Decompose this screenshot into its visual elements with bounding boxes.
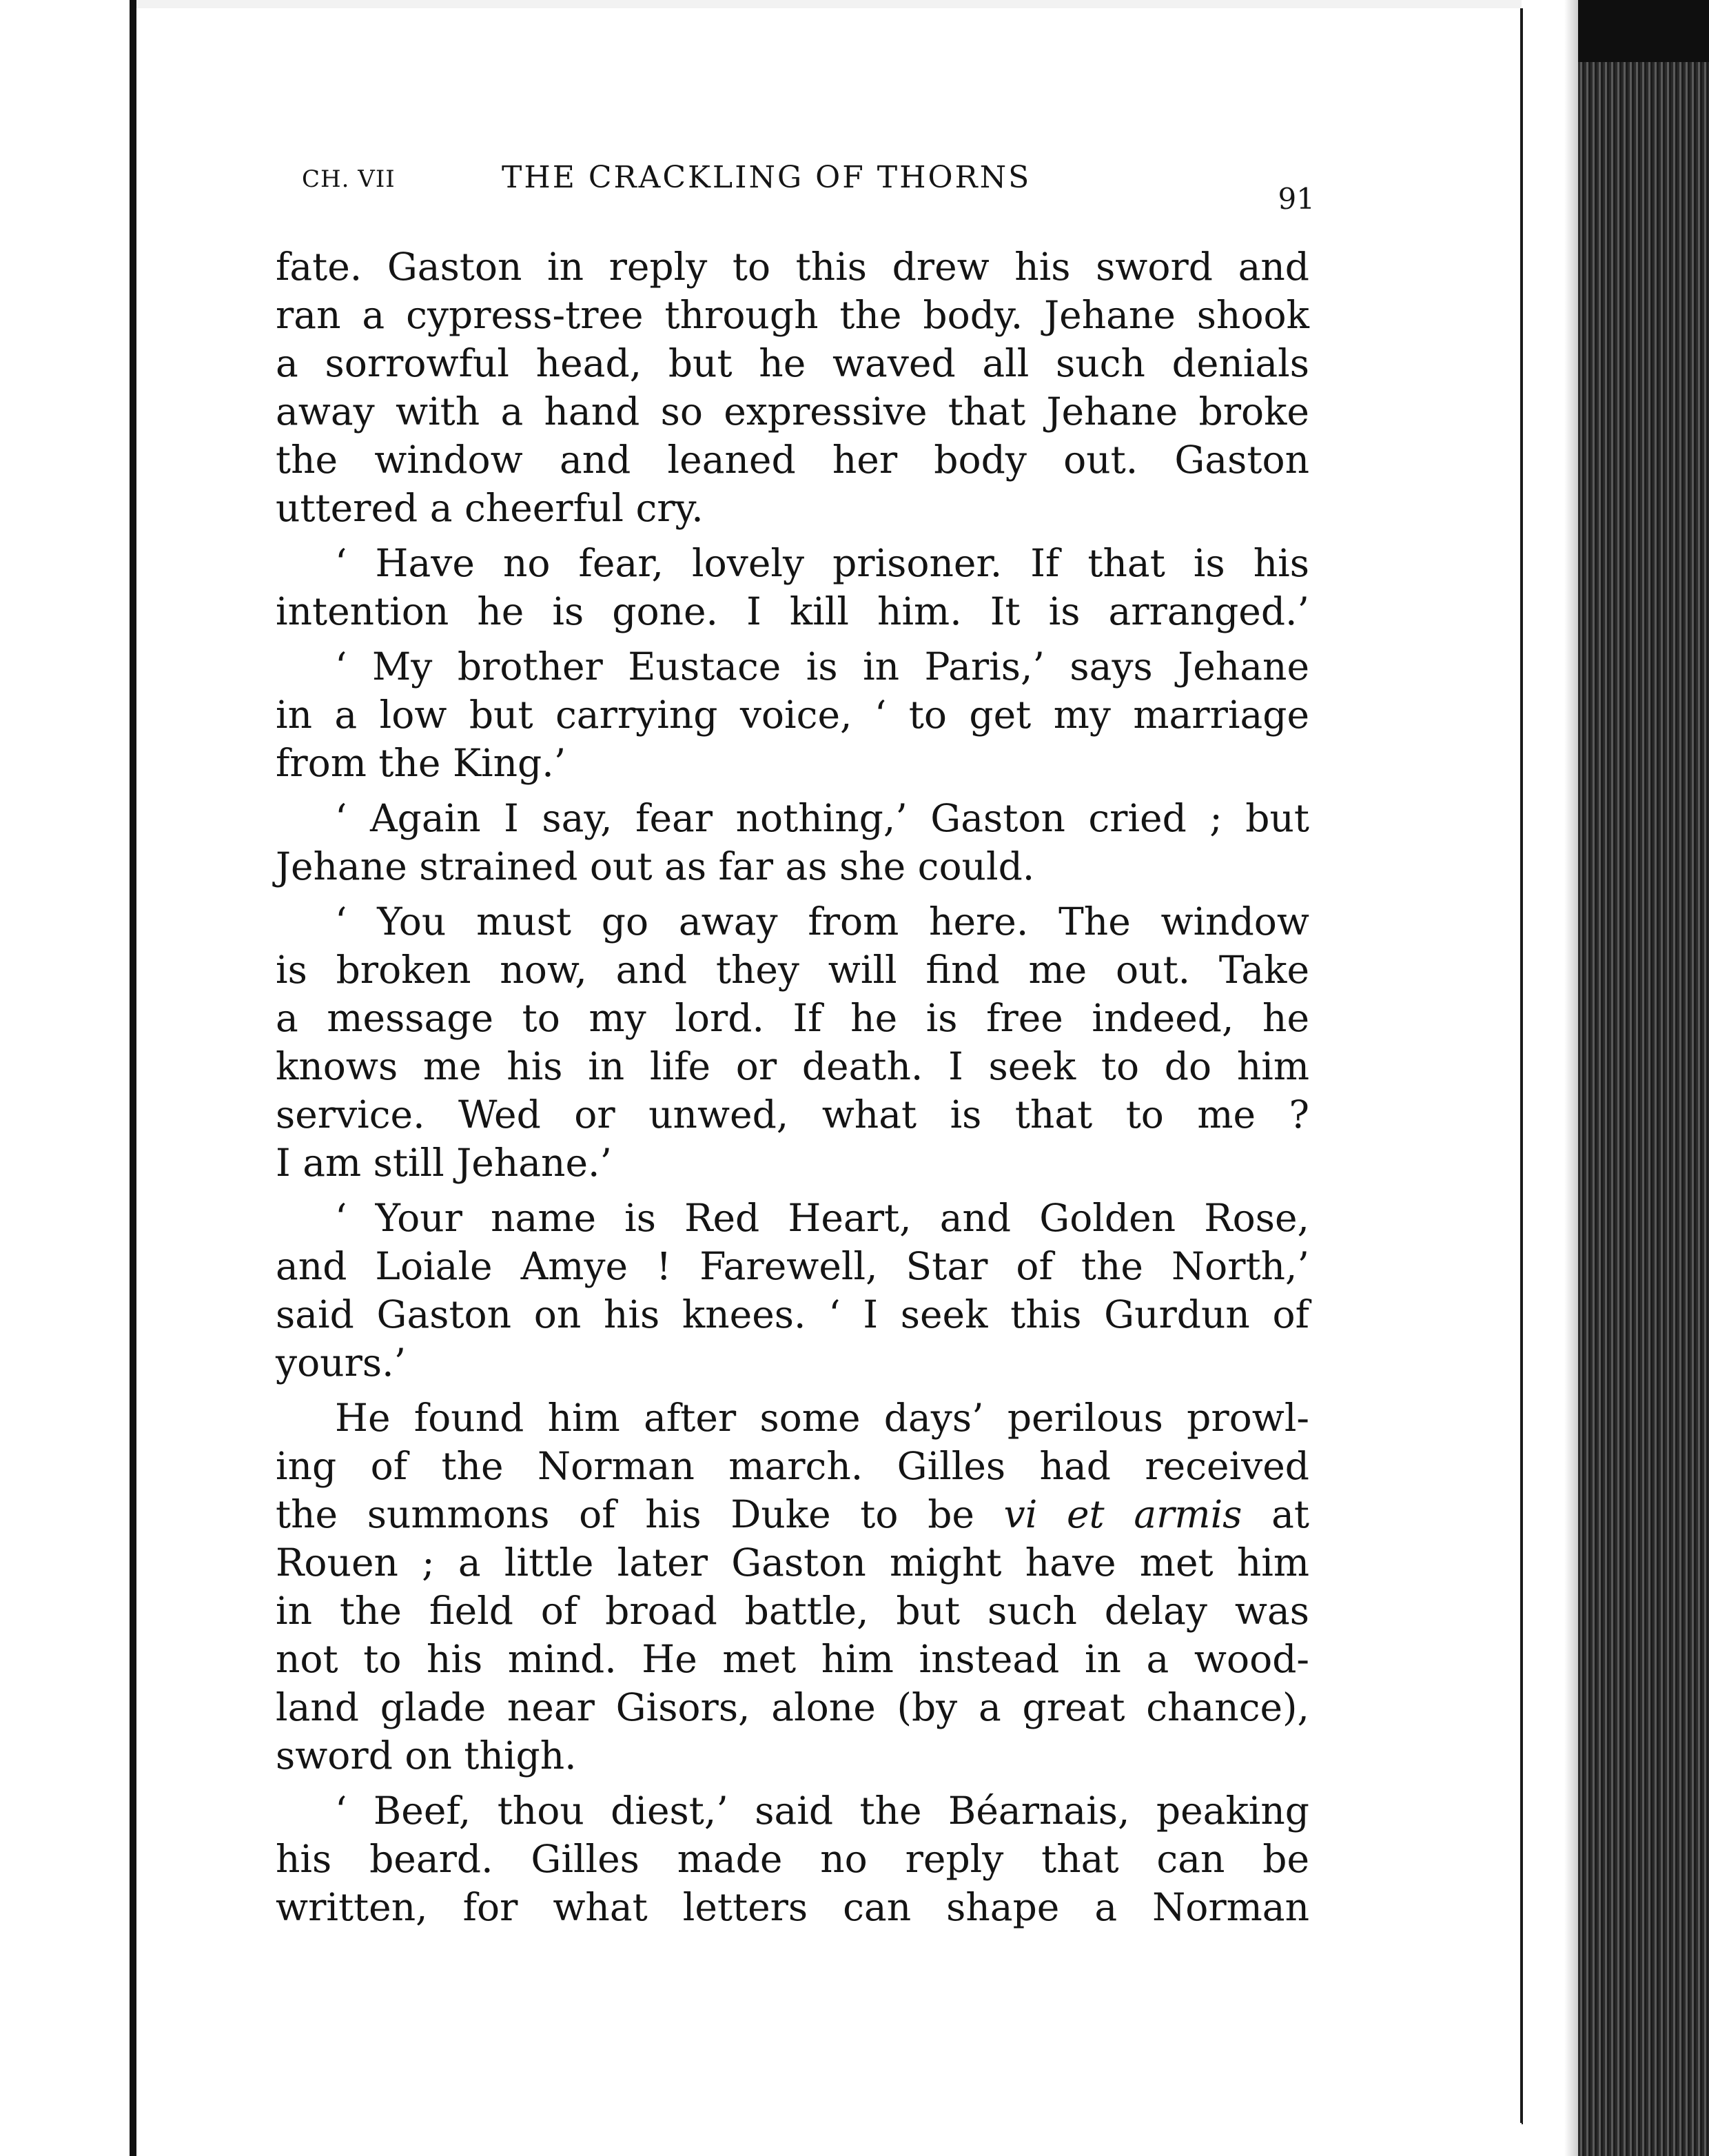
binding-edge <box>130 0 136 2156</box>
text-line: not to his mind. He met him instead in a wood- <box>276 1637 1309 1681</box>
text-line: Rouen ; a little later Gaston might have met him <box>276 1540 1309 1585</box>
page-top-edge <box>136 0 1522 8</box>
text-line: the window and leaned her body out. Gaston <box>276 438 1309 482</box>
text-line: and Loiale Amye ! Farewell, Star of the North,’ <box>276 1244 1309 1288</box>
text-line: ing of the Norman march. Gilles had received <box>276 1444 1309 1488</box>
text-line: uttered a cheerful cry. <box>276 486 704 530</box>
text-line: ‘ My brother Eustace is in Paris,’ says Jehane <box>335 644 1309 689</box>
running-head <box>302 160 1315 215</box>
text-line: ‘ Your name is Red Heart, and Golden Rose, <box>335 1196 1309 1240</box>
text-line: yours.’ <box>276 1341 407 1385</box>
page-number: 91 <box>1278 182 1315 216</box>
text-line: a sorrowful head, but he waved all such denials <box>276 341 1309 385</box>
text-line: his beard. Gilles made no reply that can be <box>276 1837 1309 1881</box>
text-segment: at <box>1242 1492 1309 1536</box>
text-line: ‘ Again I say, fear nothing,’ Gaston cried ; but <box>335 796 1309 840</box>
book-page-edges <box>1578 0 1709 2156</box>
text-line: in a low but carrying voice, ‘ to get my marriage <box>276 693 1309 737</box>
text-line: written, for what letters can shape a Norman <box>276 1885 1309 1929</box>
book-edge-top <box>1578 0 1709 62</box>
text-line: I am still Jehane.’ <box>276 1141 612 1185</box>
text-line: ‘ Beef, thou diest,’ said the Béarnais, peaking <box>335 1789 1309 1833</box>
text-line: ‘ Have no fear, lovely prisoner. If that is his <box>335 541 1309 585</box>
text-line: fate. Gaston in reply to this drew his sword and <box>276 245 1309 289</box>
text-line: Jehane strained out as far as she could. <box>276 844 1035 888</box>
text-line: land glade near Gisors, alone (by a great chance), <box>276 1685 1309 1729</box>
text-line: sword on thigh. <box>276 1733 577 1778</box>
text-line-with-italic <box>276 1490 1309 1538</box>
page-right-edge <box>1520 8 1523 2124</box>
chapter-label: CH. VII <box>302 165 396 193</box>
text-line: ran a cypress-tree through the body. Jehane shook <box>276 293 1309 337</box>
text-line: ‘ You must go away from here. The window <box>335 899 1309 944</box>
text-line: in the field of broad battle, but such delay was <box>276 1589 1309 1633</box>
italic-phrase: vi et armis <box>1003 1492 1242 1536</box>
text-line: a message to my lord. If he is free indeed, he <box>276 996 1309 1040</box>
text-line: is broken now, and they will find me out. Take <box>276 948 1309 992</box>
page-bottom-edge <box>136 2123 1522 2156</box>
text-line: away with a hand so expressive that Jehane broke <box>276 389 1309 434</box>
text-line: service. Wed or unwed, what is that to me ? <box>276 1092 1309 1137</box>
text-segment: the summons of his Duke to be <box>276 1492 1004 1536</box>
text-line: said Gaston on his knees. ‘ I seek this Gurdun of <box>276 1292 1309 1336</box>
running-title: THE CRACKLING OF THORNS <box>502 160 1032 195</box>
text-line: from the King.’ <box>276 741 566 785</box>
body-text <box>276 243 1309 1931</box>
text-line: He found him after some days’ perilous prowl- <box>335 1396 1309 1440</box>
text-line: knows me his in life or death. I seek to do him <box>276 1044 1309 1088</box>
text-line: intention he is gone. I kill him. It is arranged.’ <box>276 589 1309 633</box>
left-margin <box>0 0 138 2156</box>
